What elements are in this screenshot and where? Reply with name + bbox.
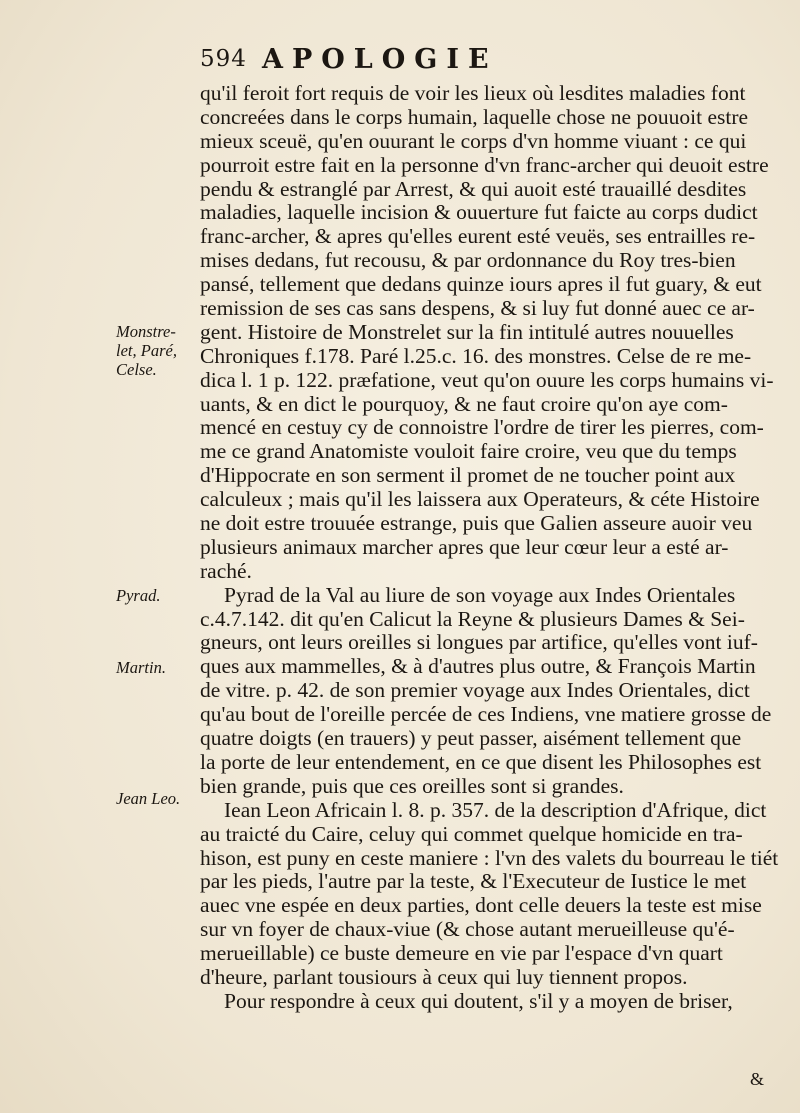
text-line: sur vn foyer de chaux-viue (& chose autant merueilleuse qu'é- bbox=[200, 918, 735, 942]
page-number: 594 bbox=[200, 46, 247, 72]
text-line: Pour respondre à ceux qui doutent, s'il y a moyen de briser, bbox=[224, 989, 733, 1013]
text-line: Pyrad de la Val au liure de son voyage aux Indes Orientales bbox=[224, 583, 736, 607]
catchword: & bbox=[750, 1069, 765, 1089]
text-line: remission de ses cas sans despens, & si luy fut donné auec ce ar- bbox=[200, 297, 755, 321]
text-line: pourroit estre fait en la personne d'vn franc-archer qui deuoit estre bbox=[200, 153, 769, 177]
running-head: APOLOGIE bbox=[262, 44, 498, 75]
text-line: me ce grand Anatomiste vouloit faire croire, veu que du temps bbox=[200, 440, 737, 464]
text-line: mieux sceuë, qu'en ouurant le corps d'vn homme viuant : ce qui bbox=[200, 129, 747, 153]
text-line: hison, est puny en ceste maniere : l'vn des valets du bourreau le tiét bbox=[200, 846, 779, 870]
text-line: au traicté du Caire, celuy qui commet quelque homicide en tra- bbox=[200, 822, 743, 846]
text-line: Iean Leon Africain l. 8. p. 357. de la description d'Afrique, dict bbox=[224, 798, 767, 822]
text-line: uants, & en dict le pourquoy, & ne faut croire qu'on aye com- bbox=[200, 392, 728, 416]
text-line: franc-archer, & apres qu'elles eurent esté veuës, ses entrailles re- bbox=[200, 225, 756, 249]
margin-note: Jean Leo. bbox=[116, 789, 181, 808]
margin-note: Monstre- let, Paré, Celse. bbox=[116, 322, 177, 379]
text-line: bien grande, puis que ces oreilles sont si grandes. bbox=[200, 774, 624, 798]
text-line: ne doit estre trouuée estrange, puis que Galien asseure auoir veu bbox=[200, 512, 753, 536]
text-line: gneurs, ont leurs oreilles si longues par artifice, qu'elles vont iuf- bbox=[200, 631, 758, 655]
margin-note: Martin. bbox=[116, 658, 166, 677]
text-line: auec vne espée en deux parties, dont celle deuers la teste est mise bbox=[200, 894, 762, 918]
text-line: ques aux mammelles, & à d'autres plus outre, & François Martin bbox=[200, 655, 756, 679]
text-line: Chroniques f.178. Paré l.25.c. 16. des monstres. Celse de re me- bbox=[200, 344, 752, 368]
text-line: d'Hippocrate en son serment il promet de ne toucher point aux bbox=[200, 464, 736, 488]
text-line: gent. Histoire de Monstrelet sur la fin intitulé autres nouuelles bbox=[200, 320, 734, 344]
text-line: d'heure, parlant tousiours à ceux qui luy tiennent propos. bbox=[200, 965, 688, 989]
body-text bbox=[200, 82, 795, 1014]
text-line: qu'au bout de l'oreille percée de ces Indiens, vne matiere grosse de bbox=[200, 703, 772, 727]
text-line: par les pieds, l'autre par la teste, & l'Executeur de Iustice le met bbox=[200, 870, 747, 894]
text-line: la porte de leur entendement, en ce que disent les Philosophes est bbox=[200, 750, 762, 774]
page-header bbox=[200, 46, 800, 86]
text-line: pansé, tellement que dedans quinze iours apres il fut guary, & eut bbox=[200, 273, 762, 297]
text-line: mencé en cestuy cy de connoistre l'ordre de tirer les pierres, com- bbox=[200, 416, 764, 440]
text-line: merueillable) ce buste demeure en vie par l'espace d'vn quart bbox=[200, 942, 723, 966]
text-line: mises dedans, fut recousu, & par ordonnance du Roy tres-bien bbox=[200, 249, 736, 273]
text-line: quatre doigts (en trauers) y peut passer, aisément tellement que bbox=[200, 727, 742, 751]
text-line: pendu & estranglé par Arrest, & qui auoit esté trauaillé desdites bbox=[200, 177, 747, 201]
text-line: c.4.7.142. dit qu'en Calicut la Reyne & plusieurs Dames & Sei- bbox=[200, 607, 745, 631]
text-line: concreées dans le corps humain, laquelle chose ne pouuoit estre bbox=[200, 105, 749, 129]
text-line: qu'il feroit fort requis de voir les lieux où lesdites maladies font bbox=[200, 82, 746, 105]
text-line: raché. bbox=[200, 559, 252, 583]
margin-note: Pyrad. bbox=[116, 586, 161, 605]
text-line: calculeux ; mais qu'il les laissera aux Operateurs, & céte Histoire bbox=[200, 488, 760, 512]
text-line: plusieurs animaux marcher apres que leur cœur leur a esté ar- bbox=[200, 535, 729, 559]
text-line: de vitre. p. 42. de son premier voyage aux Indes Orientales, dict bbox=[200, 679, 750, 703]
text-line: maladies, laquelle incision & ouuerture fut faicte au corps dudict bbox=[200, 201, 758, 225]
text-line: dica l. 1 p. 122. præfatione, veut qu'on ouure les corps humains vi- bbox=[200, 368, 774, 392]
